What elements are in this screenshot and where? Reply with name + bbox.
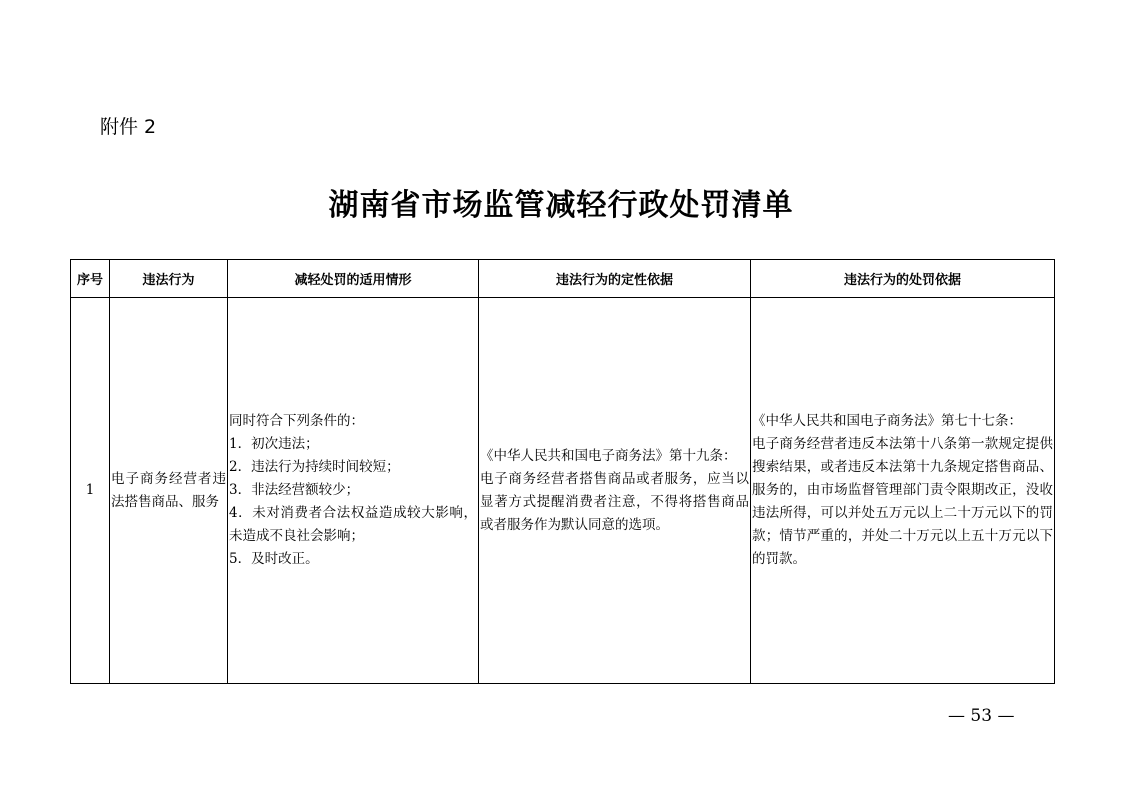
table-row [71,298,1055,684]
table-header-row [71,260,1055,298]
mitigation-item: 3．非法经营额较少； [229,482,360,498]
basis-definition-text: 电子商务经营者搭售商品或者服务，应当以显著方式提醒消费者注意，不得将搭售商品或者服务作为默认同意的选项。 [480,470,749,533]
attachment-label: 附件 2 [100,116,157,138]
violation-text: 电子商务经营者违法搭售商品、服务 [111,470,226,510]
page-number: — 53 — [948,706,1015,726]
header-violation: 违法行为 [110,260,228,298]
mitigation-intro: 同时符合下列条件的： [229,413,364,429]
basis-penalty-citation: 《中华人民共和国电子商务法》第七十七条： [752,413,1022,429]
header-mitigation: 减轻处罚的适用情形 [228,260,479,298]
header-basis-penalty: 违法行为的处罚依据 [751,260,1055,298]
mitigation-block [228,410,478,571]
header-seq: 序号 [71,260,110,298]
header-basis-definition: 违法行为的定性依据 [479,260,751,298]
row-basis-penalty [751,298,1055,684]
row-mitigation [228,298,479,684]
basis-definition-block [479,445,750,537]
row-basis-definition [479,298,751,684]
basis-penalty-text: 电子商务经营者违反本法第十八条第一款规定提供搜索结果，或者违反本法第十九条规定搭售商品、服务的，由市场监督管理部门责令限期改正，没收违法所得，可以并处五万元以上二十万元以下的罚款；情节严重的，并处二十万元以上五十万元以下的罚款。 [752,436,1053,567]
document-title: 湖南省市场监管减轻行政处罚清单 [328,188,794,223]
mitigation-item: 5．及时改正。 [229,551,319,567]
row-violation [110,298,228,684]
basis-penalty-block [751,410,1054,571]
row-seq: 1 [71,298,110,684]
penalty-list-table [70,259,1055,684]
basis-definition-citation: 《中华人民共和国电子商务法》第十九条： [480,447,737,464]
mitigation-item: 1．初次违法； [229,436,319,452]
mitigation-item: 2．违法行为持续时间较短； [229,459,400,475]
mitigation-item: 4．未对消费者合法权益造成较大影响，未造成不良社会影响； [229,505,477,544]
